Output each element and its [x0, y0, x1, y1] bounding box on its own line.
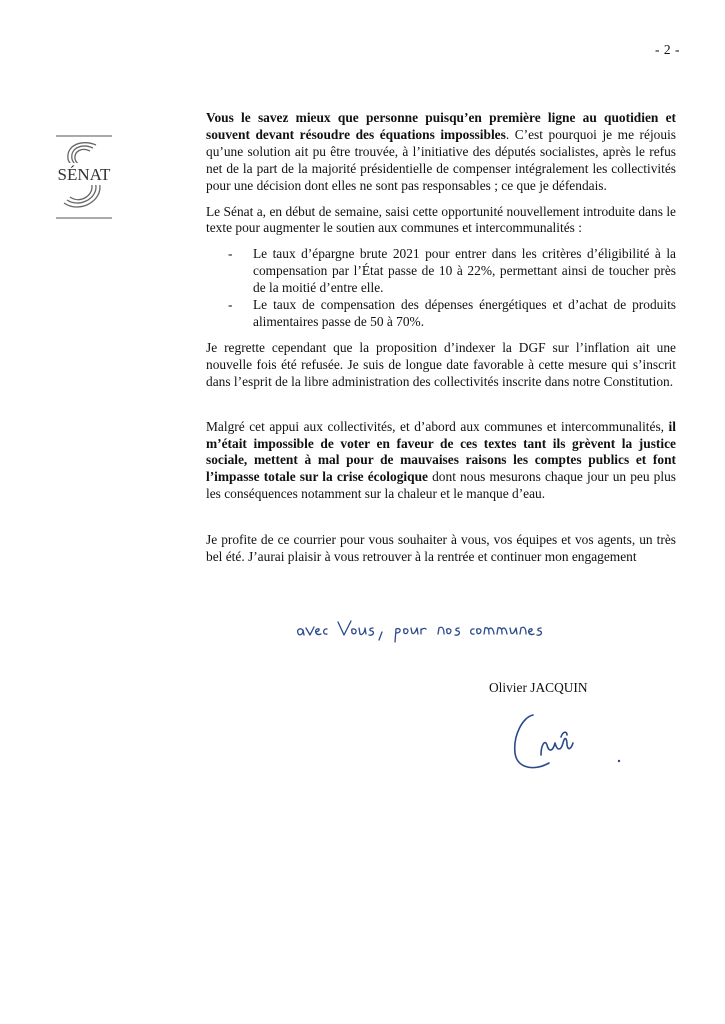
paragraph-4-bold: il m’était impossible de voter en faveur de ces textes tant ils grèvent la justice sociale, mettent à mal pour de mauvaises raisons les comptes publics et font l’impasse totale sur la crise écologique	[206, 418, 676, 485]
handwritten-note-image	[294, 618, 554, 646]
signatory-name: Olivier JACQUIN	[489, 680, 588, 695]
paragraph-5: Je profite de ce courrier pour vous souhaiter à vous, vos équipes et vos agents, un très bel été. J’aurai plaisir à vous retrouver à la rentrée et continuer mon engagement	[206, 532, 676, 565]
list-item: - Le taux de compensation des dépenses énergétiques et d’achat de produits alimentaires passe de 50 à 70%.	[253, 297, 676, 331]
handwritten-note	[294, 618, 554, 646]
paragraph-4-intro: Malgré cet appui aux collectivités, et d’abord aux communes et intercommunalités,	[206, 418, 669, 434]
paragraph-4	[206, 419, 676, 504]
list-item: - Le taux d’épargne brute 2021 pour entrer dans les critères d’éligibilité à la compensation par l’État passe de 10 à 22%, permettant ainsi de toucher près de la moitié d’entre elle.	[253, 246, 676, 297]
paragraph-4-rest: dont nous mesurons chaque jour un peu plus les conséquences notamment sur la chaleur et le manque d’eau.	[206, 469, 676, 502]
signature-image	[505, 705, 640, 790]
paragraph-1-bold: Vous le savez mieux que personne puisqu’en première ligne au quotidien et souvent devant résoudre des équations impossibles	[206, 110, 676, 142]
letter-body	[206, 110, 676, 575]
signature	[505, 705, 640, 790]
measures-list	[206, 246, 676, 331]
page-number: - 2 -	[655, 42, 680, 57]
paragraph-1	[206, 110, 676, 195]
paragraph-2: Le Sénat a, en début de semaine, saisi cette opportunité nouvellement introduite dans le texte pour augmenter le soutien aux communes et intercommunalités :	[206, 203, 676, 236]
senat-logo-icon	[44, 133, 124, 221]
logo-text: SÉNAT	[57, 165, 111, 184]
paragraph-3: Je regrette cependant que la proposition d’indexer la DGF sur l’inflation ait une nouvelle fois été refusée. Je suis de longue date favorable à cette mesure qui s’inscrit dans l’esprit de la libre administration des collectivités inscrite dans notre Constitution.	[206, 339, 676, 389]
senat-logo	[44, 133, 124, 221]
paragraph-1-rest: . C’est pourquoi je me réjouis qu’une solution ait pu être trouvée, à l’initiative des députés socialistes, après le refus net de la part de la majorité présidentielle de compenser intégralement les collectivités pour une décision dont elles ne sont pas responsables ; ce que je défendais.	[206, 126, 677, 193]
